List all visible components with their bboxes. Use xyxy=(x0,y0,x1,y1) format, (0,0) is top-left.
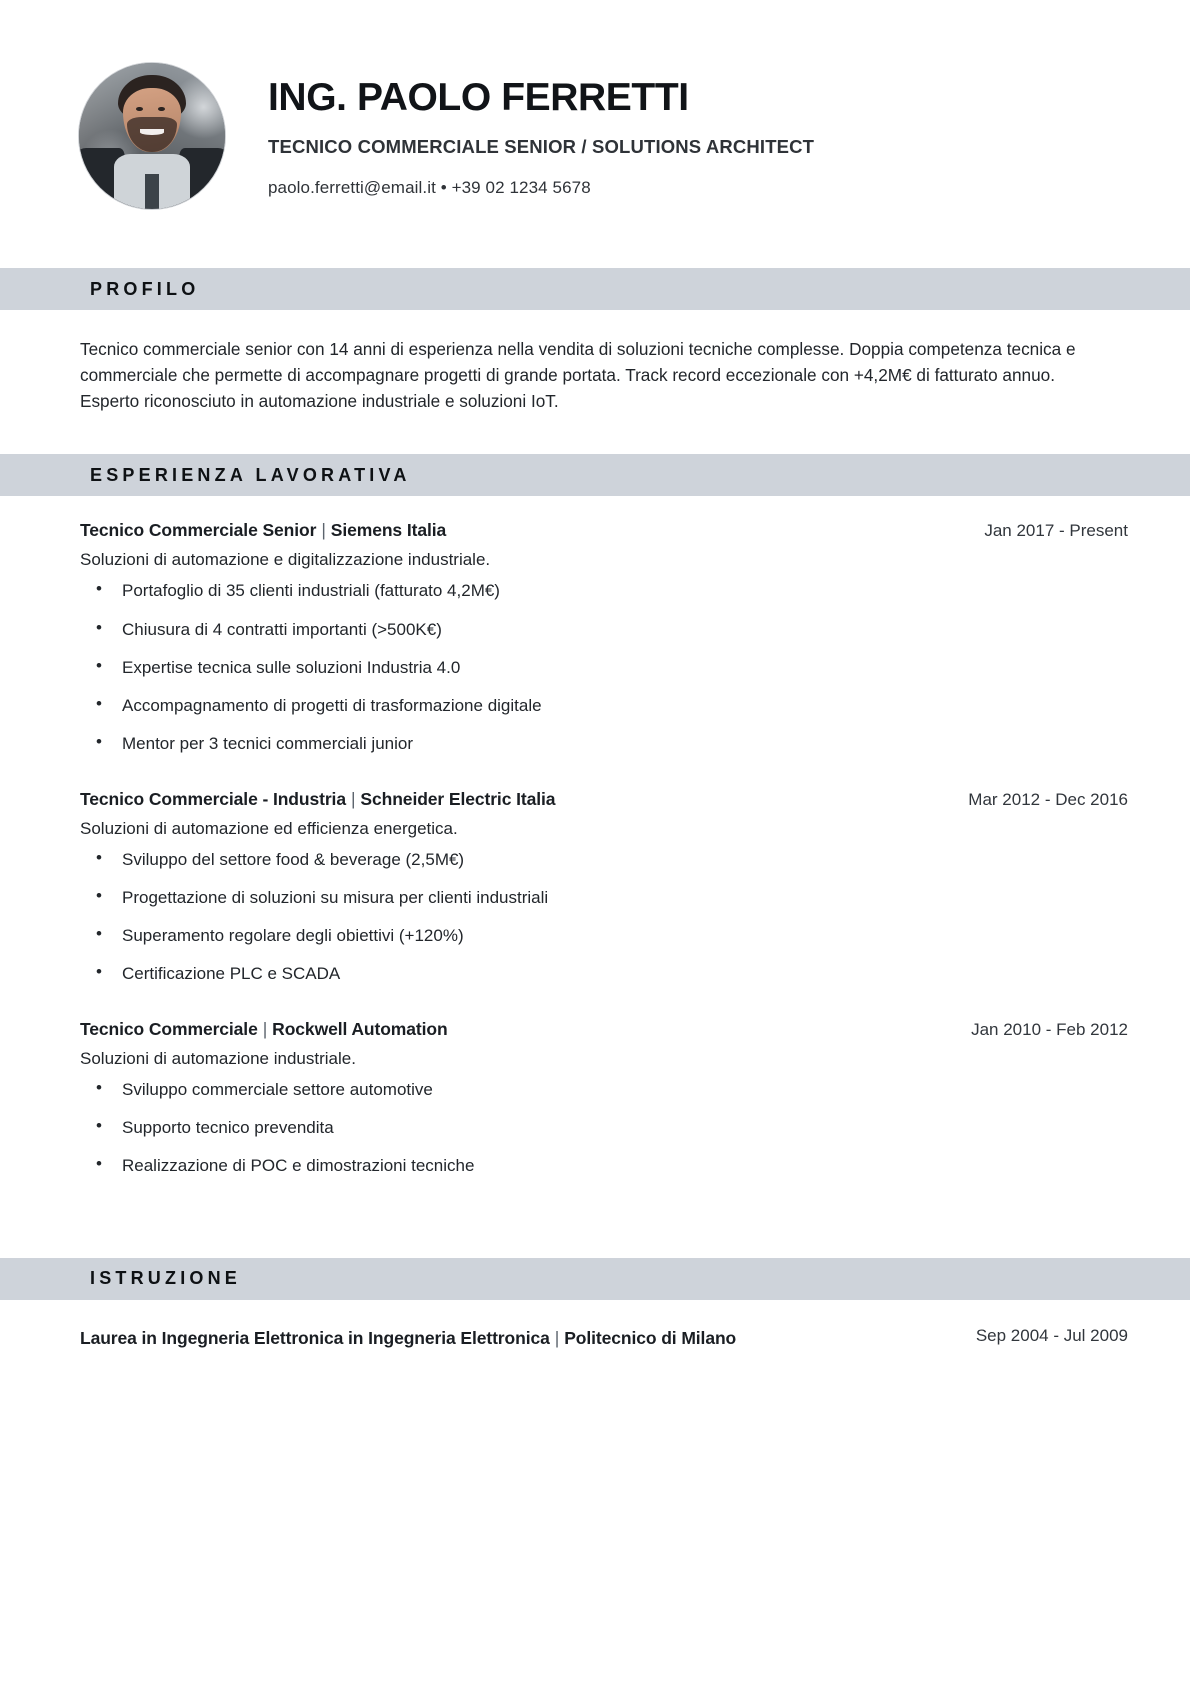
job-bullet-list xyxy=(80,1079,1128,1177)
job-description: Soluzioni di automazione ed efficienza energetica. xyxy=(80,818,458,838)
job-bullet: • Supporto tecnico prevendita xyxy=(80,1117,1128,1139)
education-separator: | xyxy=(554,1327,560,1348)
resume-header xyxy=(0,0,1190,268)
section-band-experience xyxy=(0,454,1190,496)
avatar-tie xyxy=(145,174,160,209)
page-title: ING. PAOLO FERRETTI xyxy=(268,75,689,119)
job-bullet: • Progettazione di soluzioni su misura per clienti industriali xyxy=(80,887,1128,909)
job-separator: | xyxy=(350,788,356,809)
job-bullet: • Chiusura di 4 contratti importanti (>500K€) xyxy=(80,619,1128,641)
avatar xyxy=(78,62,226,210)
job-company: Schneider Electric Italia xyxy=(360,788,556,809)
experience-entry-header xyxy=(80,520,1128,541)
job-role: Tecnico Commerciale - Industria xyxy=(80,788,346,809)
section-title-experience: ESPERIENZA LAVORATIVA xyxy=(90,464,411,485)
education-title-line xyxy=(80,1326,736,1350)
job-bullet: • Sviluppo del settore food & beverage (2,5M€) xyxy=(80,849,1128,871)
experience-entry xyxy=(80,1019,1128,1177)
experience-entry xyxy=(80,789,1128,985)
job-bullet: • Certificazione PLC e SCADA xyxy=(80,963,1128,985)
job-bullet: • Accompagnamento di progetti di trasformazione digitale xyxy=(80,695,1128,717)
job-separator: | xyxy=(321,520,326,541)
job-separator: | xyxy=(262,1019,268,1040)
experience-entry-header xyxy=(80,1019,1128,1040)
job-role: Tecnico Commerciale xyxy=(80,1019,258,1040)
section-band-education xyxy=(0,1258,1190,1300)
section-band-profile xyxy=(0,268,1190,310)
job-bullet-list xyxy=(80,849,1128,985)
education-degree: Laurea in Ingegneria Elettronica in Ingegneria Elettronica xyxy=(80,1327,550,1348)
education-school: Politecnico di Milano xyxy=(564,1327,737,1348)
job-description: Soluzioni di automazione industriale. xyxy=(80,1049,356,1069)
job-dates: Jan 2010 - Feb 2012 xyxy=(971,1020,1128,1040)
job-bullet: • Sviluppo commerciale settore automotive xyxy=(80,1079,1128,1101)
experience-education-gap xyxy=(0,1212,1190,1258)
job-bullet: • Expertise tecnica sulle soluzioni Industria 4.0 xyxy=(80,657,1128,679)
profile-summary-text: Tecnico commerciale senior con 14 anni di esperienza nella vendita di soluzioni tecniche complesse. Doppia competenza tecnica e commerciale che permette di accompagnare progetti di grande portata. Track record eccezionale con +4,2M€ di fatturato annuo. Esperto riconosciuto in automazione industriale e soluzioni IoT. xyxy=(80,339,1076,412)
job-role: Tecnico Commerciale Senior xyxy=(80,520,317,541)
profile-section-body xyxy=(0,310,1190,454)
experience-entry xyxy=(80,520,1128,754)
education-entry xyxy=(80,1326,1128,1350)
job-company: Rockwell Automation xyxy=(272,1019,448,1040)
section-title-education: ISTRUZIONE xyxy=(90,1268,242,1289)
professional-headline: TECNICO COMMERCIALE SENIOR / SOLUTIONS ARCHITECT xyxy=(268,136,815,158)
job-description: Soluzioni di automazione e digitalizzazione industriale. xyxy=(80,550,491,570)
job-bullet: • Realizzazione di POC e dimostrazioni tecniche xyxy=(80,1155,1128,1177)
experience-entry-header xyxy=(80,789,1128,810)
job-dates: Mar 2012 - Dec 2016 xyxy=(968,789,1128,809)
identity-block xyxy=(268,74,814,199)
contact-line: paolo.ferretti@email.it • +39 02 1234 5678 xyxy=(268,178,591,198)
education-section-body xyxy=(0,1300,1190,1350)
avatar-smile xyxy=(140,129,163,135)
job-bullet-list xyxy=(80,580,1128,754)
job-dates: Jan 2017 - Present xyxy=(984,521,1128,541)
job-bullet: • Superamento regolare degli obiettivi (+120%) xyxy=(80,925,1128,947)
job-company: Siemens Italia xyxy=(330,520,447,541)
job-bullet: • Mentor per 3 tecnici commerciali junior xyxy=(80,733,1128,755)
job-title-line xyxy=(80,520,446,541)
job-title-line xyxy=(80,1019,448,1040)
section-title-profile: PROFILO xyxy=(90,278,200,299)
job-title-line xyxy=(80,789,555,810)
experience-section-body xyxy=(0,496,1190,1177)
education-dates: Sep 2004 - Jul 2009 xyxy=(975,1325,1128,1345)
job-bullet: • Portafoglio di 35 clienti industriali (fatturato 4,2M€) xyxy=(80,580,1128,602)
